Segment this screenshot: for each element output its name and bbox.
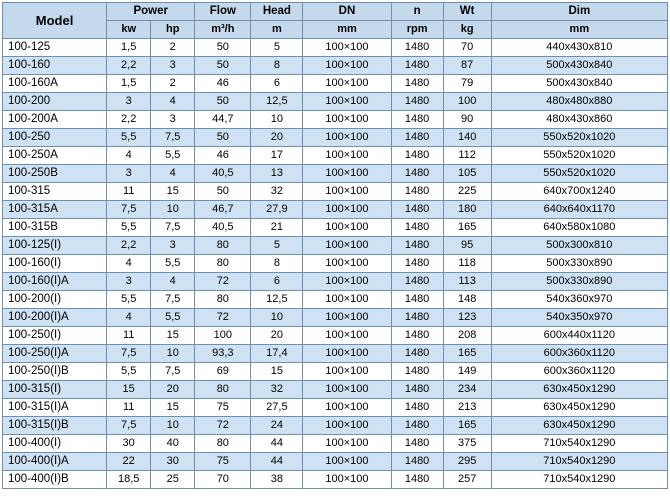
cell-wt: 113 (443, 273, 491, 291)
table-row (3, 273, 668, 291)
cell-dim: 500x330x890 (491, 255, 667, 273)
cell-flow: 75 (195, 399, 251, 417)
cell-dn: 100×100 (303, 273, 391, 291)
cell-model: 100-400(I)B (3, 471, 107, 489)
column-header-n: n (391, 3, 443, 21)
cell-model: 100-200(I) (3, 291, 107, 309)
cell-n: 1480 (391, 399, 443, 417)
unit-header-hp: hp (151, 21, 195, 39)
cell-flow: 93,3 (195, 345, 251, 363)
cell-kw: 4 (107, 309, 151, 327)
cell-kw: 7,5 (107, 345, 151, 363)
cell-dn: 100×100 (303, 57, 391, 75)
cell-wt: 118 (443, 255, 491, 273)
cell-kw: 5,5 (107, 291, 151, 309)
cell-flow: 40,5 (195, 219, 251, 237)
cell-head: 8 (251, 57, 303, 75)
cell-head: 24 (251, 417, 303, 435)
cell-n: 1480 (391, 183, 443, 201)
unit-header-flow: m³/h (195, 21, 251, 39)
cell-wt: 105 (443, 165, 491, 183)
cell-model: 100-250A (3, 147, 107, 165)
cell-wt: 257 (443, 471, 491, 489)
table-row (3, 129, 668, 147)
table-row (3, 57, 668, 75)
cell-head: 27,9 (251, 201, 303, 219)
table-row (3, 93, 668, 111)
cell-dn: 100×100 (303, 237, 391, 255)
cell-kw: 5,5 (107, 219, 151, 237)
cell-wt: 148 (443, 291, 491, 309)
table-row (3, 453, 668, 471)
cell-n: 1480 (391, 345, 443, 363)
cell-hp: 15 (151, 327, 195, 345)
cell-dim: 550x520x1020 (491, 165, 667, 183)
column-header-model: Model (3, 3, 107, 39)
cell-model: 100-315(I)B (3, 417, 107, 435)
cell-flow: 50 (195, 129, 251, 147)
cell-hp: 7,5 (151, 129, 195, 147)
cell-hp: 7,5 (151, 219, 195, 237)
cell-model: 100-250(I)A (3, 345, 107, 363)
cell-model: 100-160A (3, 75, 107, 93)
cell-flow: 69 (195, 363, 251, 381)
cell-dim: 500x430x840 (491, 57, 667, 75)
cell-n: 1480 (391, 327, 443, 345)
cell-dim: 600x360x1120 (491, 345, 667, 363)
cell-wt: 234 (443, 381, 491, 399)
cell-dn: 100×100 (303, 93, 391, 111)
cell-kw: 2,2 (107, 237, 151, 255)
table-row (3, 39, 668, 57)
unit-header-kw: kw (107, 21, 151, 39)
cell-dn: 100×100 (303, 147, 391, 165)
cell-head: 10 (251, 111, 303, 129)
cell-wt: 225 (443, 183, 491, 201)
cell-hp: 4 (151, 93, 195, 111)
cell-hp: 40 (151, 435, 195, 453)
cell-flow: 80 (195, 381, 251, 399)
cell-head: 27,5 (251, 399, 303, 417)
table-row (3, 165, 668, 183)
cell-dn: 100×100 (303, 75, 391, 93)
cell-kw: 1,5 (107, 75, 151, 93)
cell-dim: 640x640x1170 (491, 201, 667, 219)
table-row (3, 363, 668, 381)
cell-model: 100-200(I)A (3, 309, 107, 327)
cell-n: 1480 (391, 129, 443, 147)
table-row (3, 147, 668, 165)
cell-dn: 100×100 (303, 39, 391, 57)
table-row (3, 219, 668, 237)
cell-flow: 50 (195, 57, 251, 75)
cell-flow: 50 (195, 39, 251, 57)
cell-kw: 5,5 (107, 363, 151, 381)
cell-kw: 7,5 (107, 201, 151, 219)
cell-model: 100-315(I) (3, 381, 107, 399)
cell-model: 100-160(I)A (3, 273, 107, 291)
cell-dn: 100×100 (303, 417, 391, 435)
cell-wt: 295 (443, 453, 491, 471)
cell-n: 1480 (391, 291, 443, 309)
table-row (3, 435, 668, 453)
cell-dim: 600x360x1120 (491, 363, 667, 381)
cell-n: 1480 (391, 255, 443, 273)
table-row (3, 345, 668, 363)
cell-head: 20 (251, 327, 303, 345)
cell-head: 20 (251, 129, 303, 147)
cell-n: 1480 (391, 309, 443, 327)
cell-dn: 100×100 (303, 219, 391, 237)
unit-header-n: rpm (391, 21, 443, 39)
cell-model: 100-160 (3, 57, 107, 75)
table-row (3, 309, 668, 327)
cell-dn: 100×100 (303, 111, 391, 129)
cell-kw: 22 (107, 453, 151, 471)
cell-dn: 100×100 (303, 435, 391, 453)
cell-head: 38 (251, 471, 303, 489)
cell-head: 6 (251, 75, 303, 93)
cell-dn: 100×100 (303, 345, 391, 363)
cell-kw: 3 (107, 273, 151, 291)
cell-wt: 112 (443, 147, 491, 165)
cell-hp: 2 (151, 39, 195, 57)
unit-header-wt: kg (443, 21, 491, 39)
cell-head: 32 (251, 381, 303, 399)
cell-dim: 540x350x970 (491, 309, 667, 327)
table-row (3, 201, 668, 219)
table-header (3, 3, 668, 39)
cell-n: 1480 (391, 471, 443, 489)
cell-kw: 11 (107, 399, 151, 417)
cell-head: 15 (251, 363, 303, 381)
cell-model: 100-400(I) (3, 435, 107, 453)
cell-hp: 10 (151, 201, 195, 219)
cell-dim: 440x430x810 (491, 39, 667, 57)
cell-dim: 640x580x1080 (491, 219, 667, 237)
cell-wt: 149 (443, 363, 491, 381)
cell-wt: 79 (443, 75, 491, 93)
table-row (3, 75, 668, 93)
cell-dim: 540x360x970 (491, 291, 667, 309)
cell-n: 1480 (391, 93, 443, 111)
cell-wt: 100 (443, 93, 491, 111)
header-row-titles (3, 3, 668, 21)
cell-wt: 90 (443, 111, 491, 129)
cell-wt: 95 (443, 237, 491, 255)
cell-dim: 630x450x1290 (491, 399, 667, 417)
cell-kw: 5,5 (107, 129, 151, 147)
cell-dim: 630x450x1290 (491, 381, 667, 399)
cell-flow: 80 (195, 255, 251, 273)
cell-head: 17 (251, 147, 303, 165)
cell-flow: 80 (195, 435, 251, 453)
column-header-wt: Wt (443, 3, 491, 21)
cell-dim: 550x520x1020 (491, 147, 667, 165)
cell-hp: 5,5 (151, 309, 195, 327)
cell-hp: 30 (151, 453, 195, 471)
cell-dn: 100×100 (303, 453, 391, 471)
cell-hp: 2 (151, 75, 195, 93)
cell-flow: 46,7 (195, 201, 251, 219)
table-row (3, 417, 668, 435)
cell-head: 6 (251, 273, 303, 291)
cell-hp: 10 (151, 345, 195, 363)
cell-dim: 710x540x1290 (491, 435, 667, 453)
cell-flow: 46 (195, 75, 251, 93)
cell-kw: 11 (107, 183, 151, 201)
cell-n: 1480 (391, 453, 443, 471)
cell-flow: 50 (195, 93, 251, 111)
cell-kw: 3 (107, 93, 151, 111)
cell-n: 1480 (391, 165, 443, 183)
cell-dn: 100×100 (303, 291, 391, 309)
cell-model: 100-250B (3, 165, 107, 183)
cell-model: 100-400(I)A (3, 453, 107, 471)
cell-kw: 11 (107, 327, 151, 345)
cell-hp: 15 (151, 183, 195, 201)
table-row (3, 111, 668, 129)
cell-n: 1480 (391, 111, 443, 129)
cell-hp: 15 (151, 399, 195, 417)
cell-dim: 500x300x810 (491, 237, 667, 255)
cell-head: 8 (251, 255, 303, 273)
cell-wt: 165 (443, 417, 491, 435)
cell-hp: 7,5 (151, 291, 195, 309)
cell-flow: 70 (195, 471, 251, 489)
cell-model: 100-315(I)A (3, 399, 107, 417)
cell-model: 100-250(I)B (3, 363, 107, 381)
column-header-dim: Dim (491, 3, 667, 21)
cell-head: 44 (251, 435, 303, 453)
cell-model: 100-315A (3, 201, 107, 219)
cell-n: 1480 (391, 39, 443, 57)
cell-head: 12,5 (251, 93, 303, 111)
table-row (3, 291, 668, 309)
column-header-power: Power (107, 3, 195, 21)
cell-model: 100-200A (3, 111, 107, 129)
cell-head: 5 (251, 237, 303, 255)
cell-kw: 1,5 (107, 39, 151, 57)
cell-n: 1480 (391, 273, 443, 291)
cell-hp: 25 (151, 471, 195, 489)
cell-wt: 165 (443, 345, 491, 363)
cell-wt: 165 (443, 219, 491, 237)
cell-dn: 100×100 (303, 327, 391, 345)
cell-hp: 10 (151, 417, 195, 435)
cell-flow: 44,7 (195, 111, 251, 129)
cell-dim: 500x330x890 (491, 273, 667, 291)
cell-model: 100-200 (3, 93, 107, 111)
cell-flow: 72 (195, 417, 251, 435)
cell-hp: 3 (151, 111, 195, 129)
cell-kw: 15 (107, 381, 151, 399)
cell-n: 1480 (391, 219, 443, 237)
cell-flow: 80 (195, 291, 251, 309)
cell-n: 1480 (391, 435, 443, 453)
cell-model: 100-315B (3, 219, 107, 237)
cell-flow: 75 (195, 453, 251, 471)
cell-flow: 50 (195, 183, 251, 201)
cell-dim: 640x700x1240 (491, 183, 667, 201)
cell-wt: 375 (443, 435, 491, 453)
cell-dim: 710x540x1290 (491, 453, 667, 471)
table-row (3, 471, 668, 489)
cell-head: 17,4 (251, 345, 303, 363)
cell-wt: 208 (443, 327, 491, 345)
cell-wt: 180 (443, 201, 491, 219)
table-body (3, 39, 668, 489)
cell-dn: 100×100 (303, 381, 391, 399)
cell-n: 1480 (391, 417, 443, 435)
cell-head: 12,5 (251, 291, 303, 309)
cell-hp: 3 (151, 237, 195, 255)
cell-dn: 100×100 (303, 183, 391, 201)
cell-dim: 600x440x1120 (491, 327, 667, 345)
unit-header-head: m (251, 21, 303, 39)
cell-model: 100-250 (3, 129, 107, 147)
cell-head: 44 (251, 453, 303, 471)
cell-flow: 72 (195, 309, 251, 327)
cell-flow: 46 (195, 147, 251, 165)
cell-n: 1480 (391, 75, 443, 93)
cell-dn: 100×100 (303, 255, 391, 273)
cell-head: 21 (251, 219, 303, 237)
cell-head: 5 (251, 39, 303, 57)
cell-dim: 630x450x1290 (491, 417, 667, 435)
cell-model: 100-315 (3, 183, 107, 201)
cell-hp: 7,5 (151, 363, 195, 381)
cell-wt: 123 (443, 309, 491, 327)
cell-flow: 80 (195, 237, 251, 255)
cell-dim: 480x430x860 (491, 111, 667, 129)
cell-hp: 4 (151, 273, 195, 291)
cell-wt: 213 (443, 399, 491, 417)
cell-dn: 100×100 (303, 363, 391, 381)
cell-hp: 3 (151, 57, 195, 75)
cell-head: 13 (251, 165, 303, 183)
cell-dn: 100×100 (303, 129, 391, 147)
cell-hp: 4 (151, 165, 195, 183)
cell-kw: 18,5 (107, 471, 151, 489)
cell-dim: 550x520x1020 (491, 129, 667, 147)
cell-dim: 500x430x840 (491, 75, 667, 93)
cell-dn: 100×100 (303, 201, 391, 219)
cell-n: 1480 (391, 201, 443, 219)
table-row (3, 327, 668, 345)
cell-kw: 30 (107, 435, 151, 453)
cell-dim: 480x480x880 (491, 93, 667, 111)
cell-n: 1480 (391, 381, 443, 399)
table-row (3, 399, 668, 417)
cell-n: 1480 (391, 363, 443, 381)
cell-kw: 7,5 (107, 417, 151, 435)
cell-head: 10 (251, 309, 303, 327)
cell-wt: 70 (443, 39, 491, 57)
cell-kw: 2,2 (107, 111, 151, 129)
cell-kw: 2,2 (107, 57, 151, 75)
pump-specification-table (2, 2, 668, 489)
cell-hp: 5,5 (151, 255, 195, 273)
cell-kw: 4 (107, 255, 151, 273)
cell-dn: 100×100 (303, 471, 391, 489)
cell-n: 1480 (391, 147, 443, 165)
cell-hp: 5,5 (151, 147, 195, 165)
cell-kw: 3 (107, 165, 151, 183)
table-row (3, 381, 668, 399)
unit-header-dn: mm (303, 21, 391, 39)
cell-dn: 100×100 (303, 165, 391, 183)
cell-flow: 40,5 (195, 165, 251, 183)
cell-n: 1480 (391, 237, 443, 255)
unit-header-dim: mm (491, 21, 667, 39)
cell-flow: 72 (195, 273, 251, 291)
cell-dn: 100×100 (303, 399, 391, 417)
cell-model: 100-125 (3, 39, 107, 57)
cell-model: 100-250(I) (3, 327, 107, 345)
cell-head: 32 (251, 183, 303, 201)
cell-n: 1480 (391, 57, 443, 75)
cell-kw: 4 (107, 147, 151, 165)
cell-dn: 100×100 (303, 309, 391, 327)
table-row (3, 237, 668, 255)
column-header-flow: Flow (195, 3, 251, 21)
cell-model: 100-125(I) (3, 237, 107, 255)
cell-model: 100-160(I) (3, 255, 107, 273)
table-row (3, 183, 668, 201)
cell-wt: 87 (443, 57, 491, 75)
cell-wt: 140 (443, 129, 491, 147)
table-row (3, 255, 668, 273)
cell-dim: 710x540x1290 (491, 471, 667, 489)
cell-hp: 20 (151, 381, 195, 399)
column-header-dn: DN (303, 3, 391, 21)
cell-flow: 100 (195, 327, 251, 345)
column-header-head: Head (251, 3, 303, 21)
